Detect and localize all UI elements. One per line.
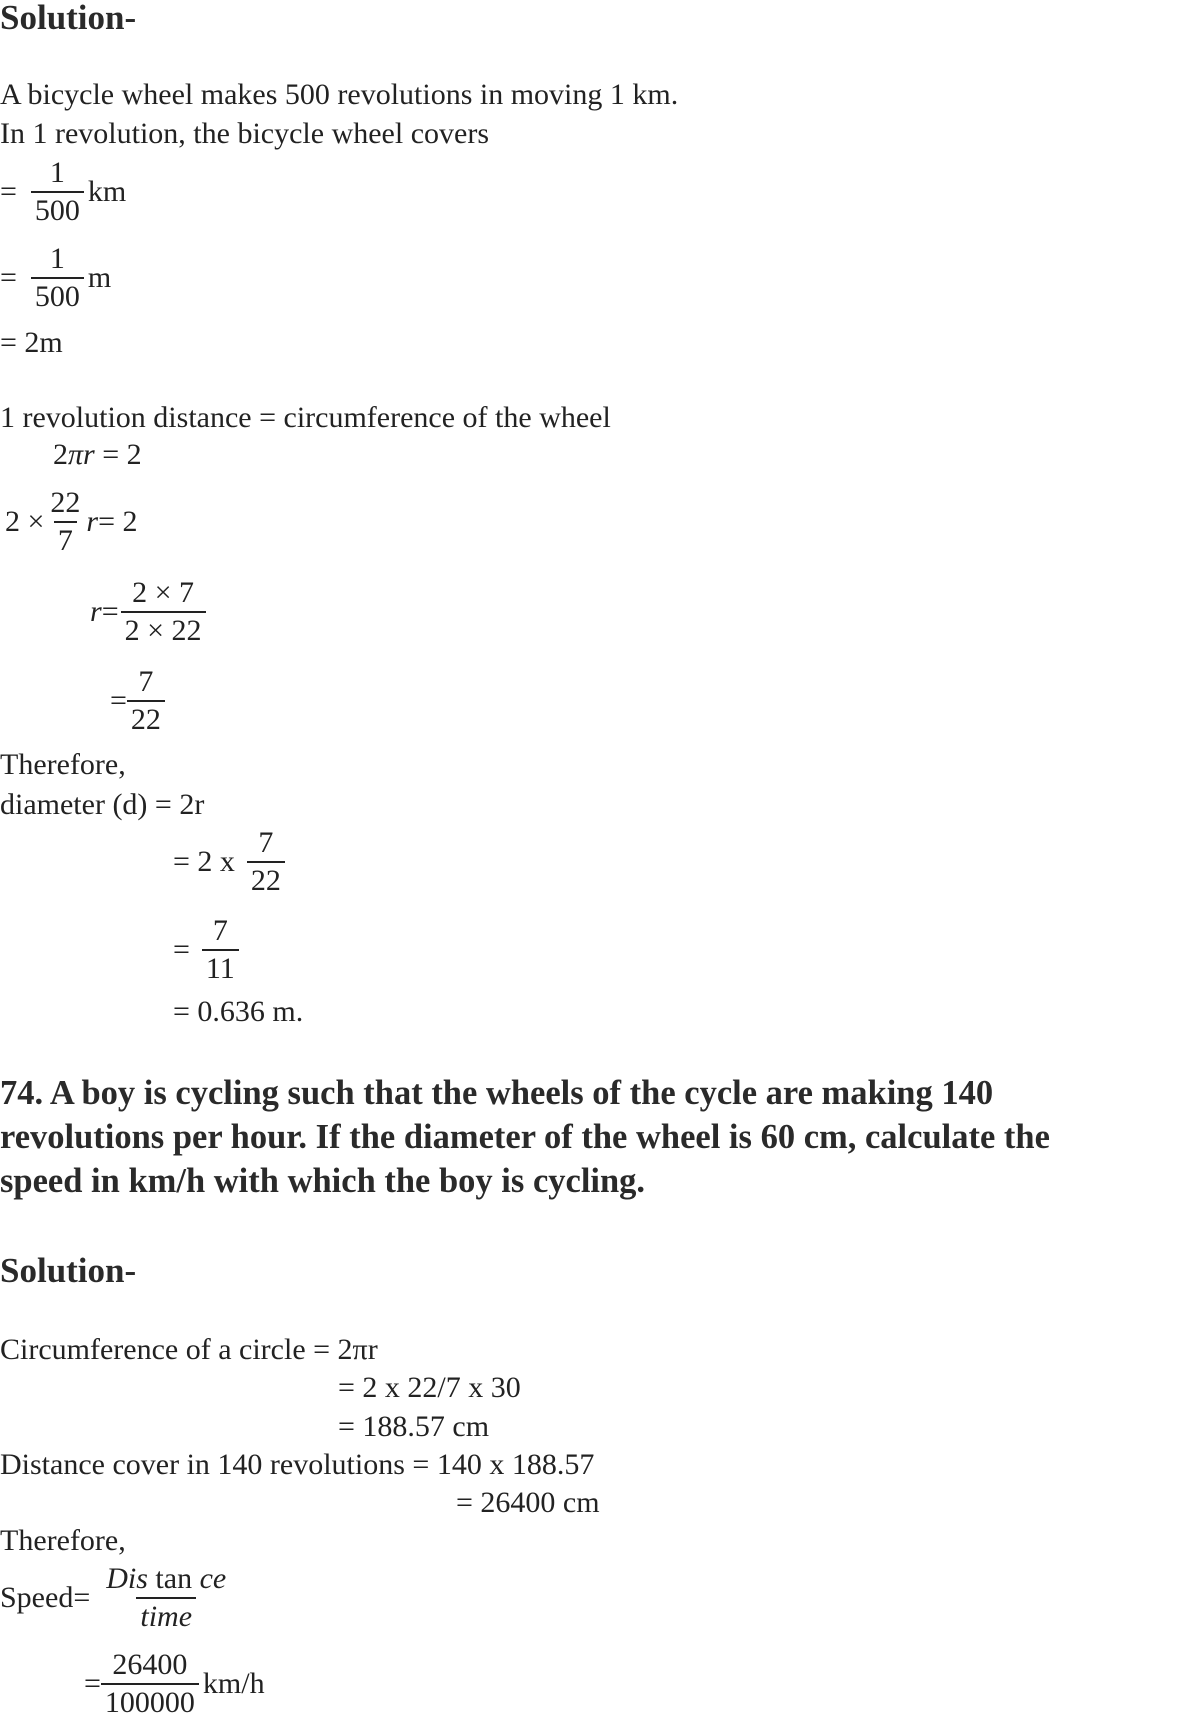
- numerator-part: Dis: [106, 1562, 148, 1595]
- numerator: 1: [49, 242, 65, 275]
- fraction-step: [0, 158, 126, 226]
- text-line: In 1 revolution, the bicycle wheel covers: [0, 117, 489, 150]
- text-line: Therefore,: [0, 1524, 126, 1557]
- equation: [84, 1650, 265, 1718]
- equals: =: [110, 684, 127, 717]
- question-line: 74. A boy is cycling such that the wheels of the cycle are making 140: [0, 1074, 994, 1112]
- solution-heading: Solution-: [0, 1251, 137, 1290]
- unit: km/h: [202, 1667, 265, 1700]
- denominator: time: [136, 1597, 196, 1632]
- text-line: = 26400 cm: [456, 1486, 600, 1519]
- numerator-part: tan: [147, 1562, 200, 1595]
- equals: =: [101, 595, 119, 628]
- equals: =: [0, 175, 17, 208]
- denominator: 500: [31, 191, 84, 226]
- equals: =: [0, 261, 17, 294]
- text-line: = 2m: [0, 326, 63, 359]
- var-r: r: [90, 595, 102, 628]
- rhs: = 2: [94, 438, 142, 471]
- equation: [90, 578, 210, 646]
- numerator-part: ce: [199, 1562, 227, 1595]
- text-line: = 2 x 22/7 x 30: [338, 1371, 521, 1404]
- denominator: 11: [202, 949, 239, 984]
- question-line: revolutions per hour. If the diameter of the wheel is 60 cm, calculate the: [0, 1118, 1050, 1156]
- speed-label: Speed=: [0, 1581, 91, 1614]
- denominator: 22: [247, 861, 285, 896]
- solution-heading: Solution-: [0, 0, 137, 37]
- text-line: 1 revolution distance = circumference of the wheel: [0, 401, 611, 434]
- prefix: 2 ×: [5, 505, 45, 538]
- equation: [110, 667, 169, 735]
- equation: [173, 828, 289, 896]
- numerator: 7: [212, 914, 228, 947]
- equation: [53, 440, 142, 470]
- text-line: Therefore,: [0, 748, 126, 781]
- numerator: 2 × 7: [132, 576, 195, 609]
- text-line: diameter (d) = 2r: [0, 788, 205, 821]
- equation: [173, 916, 243, 984]
- question-line: speed in km/h with which the boy is cycling.: [0, 1162, 646, 1200]
- var-r: r: [83, 438, 95, 471]
- equation: [0, 1564, 234, 1632]
- text-line: Distance cover in 140 revolutions = 140 x 188.57: [0, 1448, 595, 1481]
- coef: 2: [53, 438, 68, 471]
- numerator: 7: [138, 665, 154, 698]
- pi-symbol: π: [68, 438, 84, 471]
- denominator: 100000: [101, 1683, 199, 1718]
- unit: km: [87, 175, 127, 208]
- numerator: 7: [258, 826, 274, 859]
- equals: =: [173, 933, 190, 966]
- text-line: Circumference of a circle = 2πr: [0, 1333, 378, 1366]
- text-line: = 0.636 m.: [173, 995, 304, 1028]
- text-line: A bicycle wheel makes 500 revolutions in moving 1 km.: [0, 78, 679, 111]
- fraction-step: [0, 244, 111, 312]
- denominator: 22: [127, 700, 165, 735]
- numerator: 1: [49, 156, 65, 189]
- var-r: r: [86, 505, 99, 538]
- text-line: = 188.57 cm: [338, 1410, 490, 1443]
- unit: m: [87, 261, 112, 294]
- denominator: 500: [31, 277, 84, 312]
- prefix: = 2 x: [173, 845, 235, 878]
- numerator: 26400: [112, 1648, 188, 1681]
- numerator: 22: [50, 486, 81, 519]
- equals: =: [84, 1667, 101, 1700]
- denominator: 7: [54, 521, 77, 556]
- equation: [5, 488, 138, 556]
- rhs: = 2: [98, 505, 138, 538]
- denominator: 2 × 22: [121, 611, 206, 646]
